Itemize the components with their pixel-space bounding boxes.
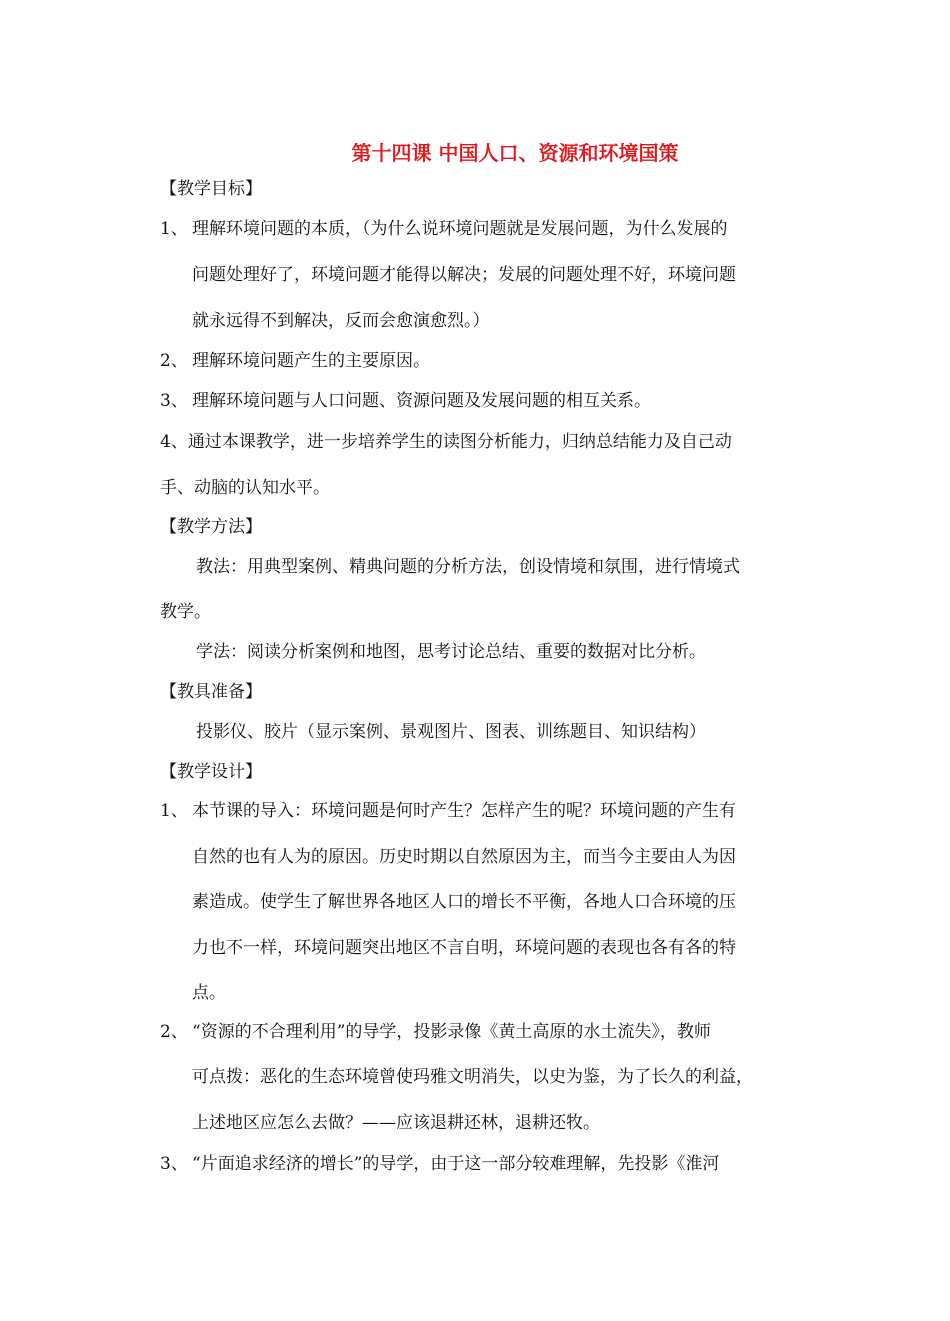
goal-1-number: 1、 <box>160 219 188 239</box>
design-3-line-1: “片面追求经济的增长”的导学，由于这一部分较难理解，先投影《淮河 <box>192 1154 720 1174</box>
page-title: 第十四课 中国人口、资源和环境国策 <box>351 141 679 165</box>
section-heading-tools: 【教具准备】 <box>160 682 262 702</box>
design-3-number: 3、 <box>160 1154 188 1174</box>
tools-line-1: 投影仪、胶片（显示案例、景观图片、图表、训练题目、知识结构） <box>196 722 706 742</box>
goal-3-number: 3、 <box>160 391 188 411</box>
design-1-line-5: 点。 <box>192 983 226 1003</box>
design-2-number: 2、 <box>160 1022 188 1042</box>
goal-4-line-1: 4、通过本课教学，进一步培养学生的读图分析能力，归纳总结能力及自己动 <box>160 432 732 452</box>
design-2-line-1: “资源的不合理利用”的导学，投影录像《黄土高原的水土流失》，教师 <box>192 1022 711 1042</box>
design-1-line-2: 自然的也有人为的原因。历史时期以自然原因为主，而当今主要由人为因 <box>192 847 736 867</box>
goal-2-number: 2、 <box>160 351 188 371</box>
method-teach-line-2: 教学。 <box>160 602 211 622</box>
method-learn-line-1: 学法：阅读分析案例和地图，思考讨论总结、重要的数据对比分析。 <box>196 642 706 662</box>
design-1-line-3: 素造成。使学生了解世界各地区人口的增长不平衡，各地人口合环境的压 <box>192 892 736 912</box>
design-2-line-3: 上述地区应怎么去做？——应该退耕还林，退耕还牧。 <box>192 1113 600 1133</box>
design-1-line-4: 力也不一样，环境问题突出地区不言自明，环境问题的表现也各有各的特 <box>192 938 736 958</box>
design-2-line-2: 可点拨：恶化的生态环境曾使玛雅文明消失，以史为鉴，为了长久的利益， <box>192 1067 753 1087</box>
method-teach-line-1: 教法：用典型案例、精典问题的分析方法，创设情境和氛围，进行情境式 <box>196 557 740 577</box>
section-heading-design: 【教学设计】 <box>160 762 262 782</box>
section-heading-goals: 【教学目标】 <box>160 179 262 199</box>
goal-4-line-2: 手、动脑的认知水平。 <box>160 478 330 498</box>
design-1-line-1: 本节课的导入：环境问题是何时产生？怎样产生的呢？环境问题的产生有 <box>192 801 736 821</box>
goal-1-line-1: 理解环境问题的本质，（为什么说环境问题就是发展问题，为什么发展的 <box>192 219 728 239</box>
section-heading-methods: 【教学方法】 <box>160 517 262 537</box>
design-1-number: 1、 <box>160 801 188 821</box>
goal-3-line-1: 理解环境问题与人口问题、资源问题及发展问题的相互关系。 <box>192 391 651 411</box>
goal-2-line-1: 理解环境问题产生的主要原因。 <box>192 351 430 371</box>
goal-1-line-3: 就永远得不到解决，反而会愈演愈烈。） <box>192 311 490 331</box>
goal-1-line-2: 问题处理好了，环境问题才能得以解决；发展的问题处理不好，环境问题 <box>192 265 736 285</box>
